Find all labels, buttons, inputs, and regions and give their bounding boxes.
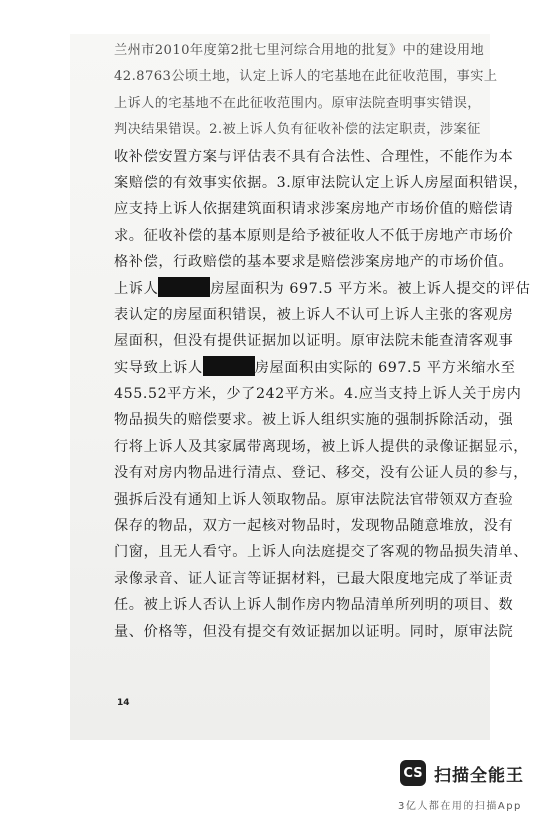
text-line: 求。征收补偿的基本原则是给予被征收人不低于房地产市场价 xyxy=(114,227,514,244)
text-line: 录像录音、证人证言等证据材料，已最大限度地完成了举证责 xyxy=(114,570,514,587)
text-segment: 房屋面积由实际的 697.5 平方米缩水至 xyxy=(254,359,516,376)
redaction-box xyxy=(203,356,255,376)
text-segment: 上诉人 xyxy=(114,280,159,297)
text-line: 判决结果错误。2.被上诉人负有征收补偿的法定职责，涉案征 xyxy=(114,122,481,138)
brand-tagline: 3亿人都在用的扫描App xyxy=(398,801,522,812)
text-line: 保存的物品，双方一起核对物品时，发现物品随意堆放，没有 xyxy=(114,518,514,535)
text-line: 42.8763公顷土地，认定上诉人的宅基地在此征收范围，事实上 xyxy=(114,69,498,85)
text-line: 455.52平方米，少了242平方米。4.应当支持上诉人关于房内 xyxy=(114,386,522,403)
text-line: 门窗，且无人看守。上诉人向法庭提交了客观的物品损失清单、 xyxy=(114,544,529,561)
text-line: 任。被上诉人否认上诉人制作房内物品清单所列明的项目、数 xyxy=(114,597,514,614)
text-line: 行将上诉人及其家属带离现场，被上诉人提供的录像证据显示， xyxy=(114,438,529,455)
text-line: 量、价格等，但没有提交有效证据加以证明。同时，原审法院 xyxy=(114,623,514,640)
text-line: 应支持上诉人依据建筑面积请求涉案房地产市场价值的赔偿请 xyxy=(114,201,514,218)
text-line xyxy=(114,355,516,381)
text-line: 没有对房内物品进行清点、登记、移交，没有公证人员的参与， xyxy=(114,465,529,482)
document-body xyxy=(114,38,531,645)
text-line: 案赔偿的有效事实依据。3.原审法院认定上诉人房屋面积错误， xyxy=(114,174,529,191)
redaction-box xyxy=(158,277,210,297)
text-line: 兰州市2010年度第2批七里河综合用地的批复》中的建设用地 xyxy=(114,43,485,58)
text-segment: 实导致上诉人 xyxy=(114,359,203,376)
camscanner-watermark xyxy=(400,760,524,786)
camscanner-logo-icon: CS xyxy=(400,760,426,786)
text-line: 收补偿安置方案与评估表不具有合法性、合理性，不能作为本 xyxy=(114,148,514,165)
text-line: 格补偿，行政赔偿的基本要求是赔偿涉案房地产的市场价值。 xyxy=(114,254,514,271)
text-line: 强拆后没有通知上诉人领取物品。原审法院法官带领双方查验 xyxy=(114,491,514,508)
text-line: 物品损失的赔偿要求。被上诉人组织实施的强制拆除活动，强 xyxy=(114,412,514,429)
text-segment: 房屋面积为 697.5 平方米。被上诉人提交的评估 xyxy=(210,280,531,297)
page-number: 14 xyxy=(117,698,130,708)
text-line: 屋面积，但没有提供证据加以证明。原审法院未能查清客观事 xyxy=(114,333,514,350)
brand-name: 扫描全能王 xyxy=(434,765,524,786)
text-line: 表认定的房屋面积错误，被上诉人不认可上诉人主张的客观房 xyxy=(114,306,514,323)
text-line: 上诉人的宅基地不在此征收范围内。原审法院查明事实错误， xyxy=(114,95,481,111)
text-line xyxy=(114,276,531,302)
